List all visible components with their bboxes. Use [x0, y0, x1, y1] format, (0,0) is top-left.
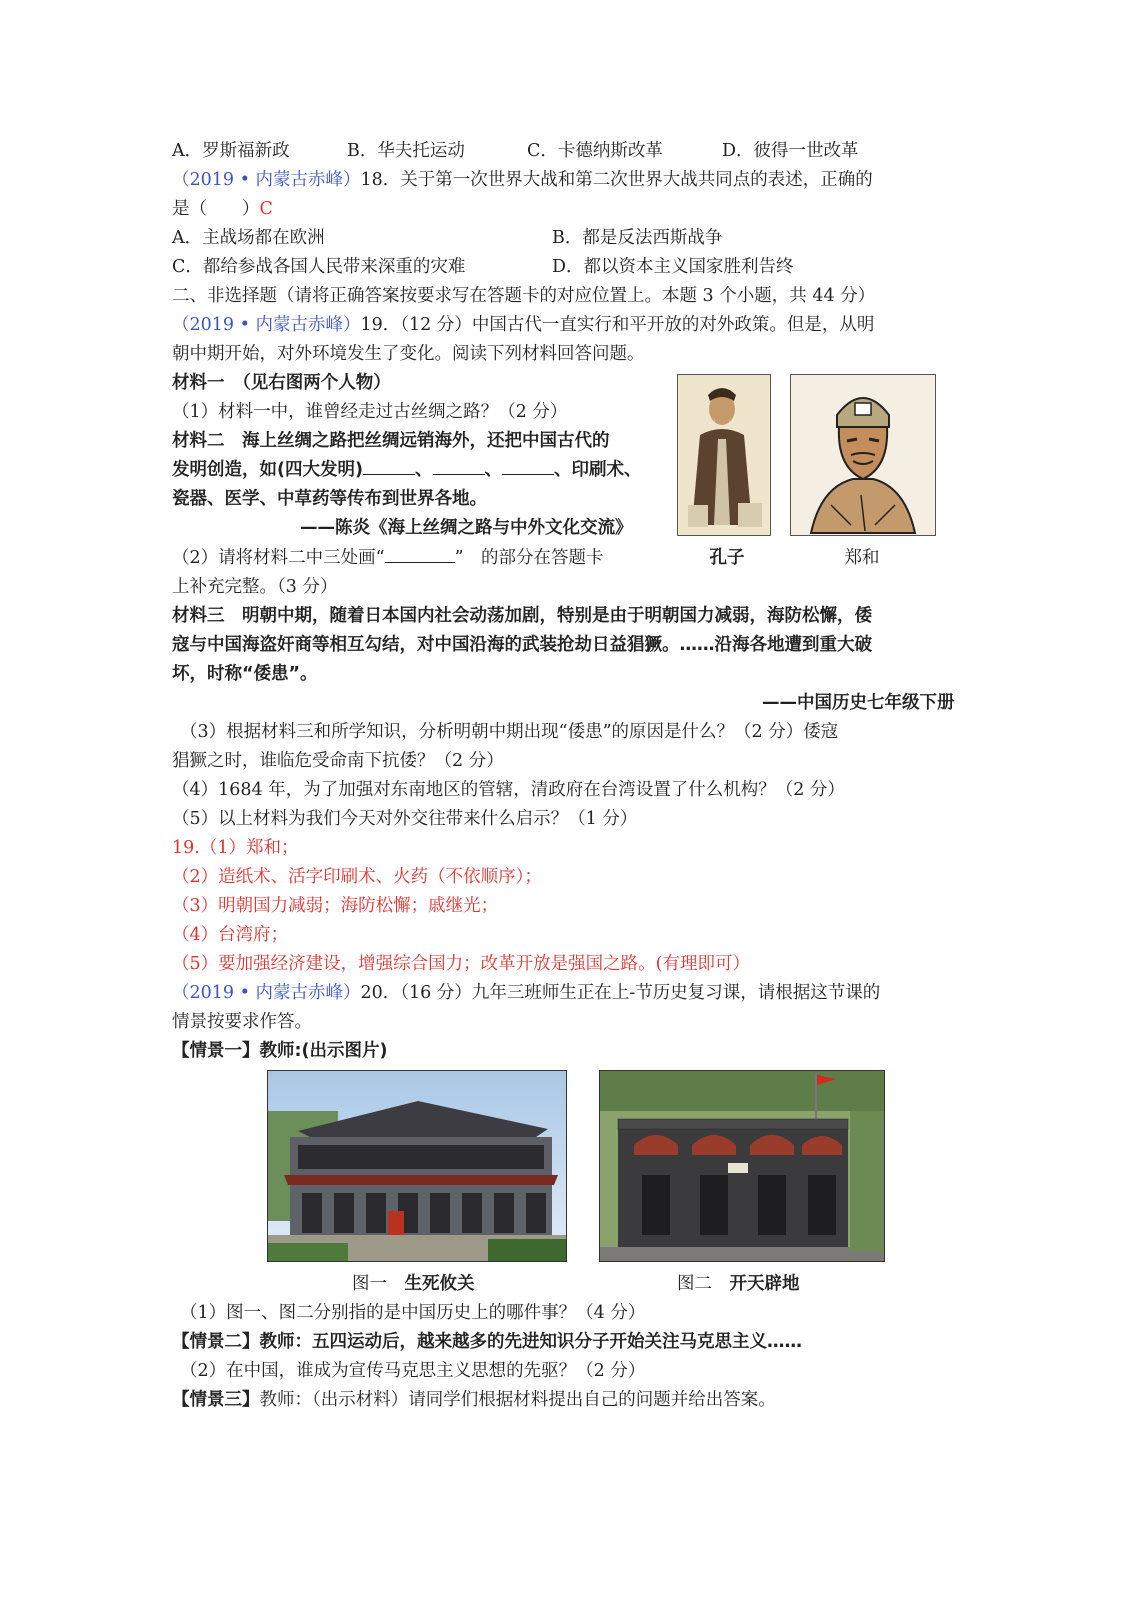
q18-stem-text2: 是（ ） — [172, 199, 260, 219]
q18-options-row2 — [172, 254, 794, 280]
confucius-caption: 孔子 — [709, 548, 745, 568]
q19-question3-line2: 猖獗之时，谁临危受命南下抗倭？（2 分） — [172, 751, 504, 771]
q19-stem-line2: 朝中期开始，对外环境发生了变化。阅读下列材料回答问题。 — [172, 344, 645, 364]
q17-option-c: C．卡德纳斯改革 — [527, 141, 663, 161]
q17-options — [172, 138, 859, 164]
q19-question1: （1）材料一中，谁曾经走过古丝绸之路？（2 分） — [172, 402, 568, 422]
fig1-caption — [352, 1270, 475, 1295]
q19-material1: 材料一 （见右图两个人物） — [172, 373, 391, 393]
q19-answer-5: （5）要加强经济建设，增强综合国力；改革开放是强国之路。(有理即可） — [172, 954, 750, 974]
q19-question2-text2: ” 的部分在答题卡 — [454, 548, 604, 568]
q19-question3: （3）根据材料三和所学知识，分析明朝中期出现“倭患”的原因是什么？（2 分）倭寇 — [180, 722, 839, 742]
zheng-he-portrait — [790, 374, 936, 536]
fig1-caption-title: 生死攸关 — [404, 1274, 475, 1294]
q20-stem — [172, 980, 880, 1006]
zunyi-building-photo — [267, 1070, 567, 1262]
q19-question2-text: （2）请将材料二中三处画“ — [172, 548, 385, 568]
q20-question1: （1）图一、图二分别指的是中国历史上的哪件事？（4 分） — [180, 1303, 646, 1323]
q19-material2-line3: 瓷器、医学、中草药等传布到世界各地。 — [172, 489, 487, 509]
q20-stem-line2: 情景按要求作答。 — [172, 1012, 312, 1032]
q19-material2-text2: 、印刷术、 — [554, 460, 642, 480]
zheng-he-caption: 郑和 — [844, 548, 880, 568]
q19-material2-source: ——陈炎《海上丝绸之路与中外文化交流》 — [300, 518, 633, 538]
q19-material3-source: ——中国历史七年级下册 — [762, 693, 955, 713]
blank-1 — [363, 458, 415, 475]
q19-material2-line2: 发明创造，如(四大发明) 、 、 、印刷术、 — [172, 460, 642, 480]
q17-option-b: B．华夫托运动 — [347, 141, 465, 161]
q18-option-c: C．都给参战各国人民带来深重的灾难 — [172, 257, 466, 277]
q19-question4: （4）1684 年，为了加强对东南地区的管辖，清政府在台湾设置了什么机构？（2 分） — [172, 780, 845, 800]
q18-source: （2019 • 内蒙古赤峰） — [172, 170, 361, 190]
q20-scene1-text: 教师:(出示图片) — [259, 1041, 388, 1061]
q18-options-row1 — [172, 225, 722, 251]
q19-stem-text: 19．（12 分）中国古代一直实行和平开放的对外政策。但是，从明 — [360, 315, 875, 335]
q19-answer-2: （2）造纸术、活字印刷术、火药（不依顺序）； — [172, 867, 542, 887]
q19-answer-1: 19.（1）郑和； — [172, 838, 299, 858]
q18-answer: C — [259, 199, 273, 219]
q18-option-b: B．都是反法西斯战争 — [552, 228, 723, 248]
confucius-portrait — [677, 374, 771, 536]
q18-stem-line2 — [172, 196, 273, 222]
q20-scene2-text: 教师：五四运动后，越来越多的先进知识分子开始关注马克思主义…… — [259, 1332, 802, 1352]
fig2-caption-label: 图二 — [677, 1274, 730, 1294]
q20-scene1 — [172, 1038, 388, 1064]
q19-question2-line2: 上补充完整。（3 分） — [172, 577, 338, 597]
fig2-caption-title: 开天辟地 — [729, 1274, 800, 1294]
q20-scene2 — [172, 1329, 802, 1355]
q18-stem-text: 18．关于第一次世界大战和第二次世界大战共同点的表述，正确的 — [360, 170, 873, 190]
q19-material3-line1: 材料三 明朝中期，随着日本国内社会动荡加剧，特别是由于明朝国力减弱，海防松懈，倭 — [172, 606, 872, 626]
q20-source: （2019 • 内蒙古赤峰） — [172, 983, 361, 1003]
fig1-caption-label: 图一 — [352, 1274, 405, 1294]
q19-answer-4: （4）台湾府； — [172, 925, 289, 945]
q17-option-d: D．彼得一世改革 — [722, 141, 859, 161]
blank-sample — [385, 546, 455, 563]
q19-material3-line2: 寇与中国海盗奸商等相互勾结，对中国沿海的武装抢劫日益猖獗。……沿海各地遭到重大破 — [172, 635, 872, 655]
fig2-caption — [677, 1270, 800, 1295]
q19-answer-3: （3）明朝国力减弱；海防松懈；戚继光； — [172, 896, 499, 916]
q19-material3-line3: 坏，时称“倭患”。 — [172, 664, 318, 684]
q19-material2-text: 发明创造，如(四大发明) — [172, 460, 363, 480]
q20-scene1-tag: 【情景一】 — [172, 1041, 260, 1061]
blank-3 — [502, 458, 554, 475]
blank-2 — [433, 458, 485, 475]
q18-option-d: D．都以资本主义国家胜利告终 — [552, 257, 794, 277]
q20-scene2-tag: 【情景二】 — [172, 1332, 260, 1352]
q18-stem — [172, 167, 873, 193]
q20-scene3-text: 教师：（出示材料）请同学们根据材料提出自己的问题并给出答案。 — [259, 1390, 776, 1410]
q19-material2-line1: 材料二 海上丝绸之路把丝绸远销海外，还把中国古代的 — [172, 431, 610, 451]
q20-scene3-tag: 【情景三】 — [172, 1390, 260, 1410]
q20-scene3 — [172, 1387, 776, 1413]
q19-question2 — [172, 545, 604, 571]
q20-question2: （2）在中国，谁成为宣传马克思主义思想的先驱？（2 分） — [180, 1361, 646, 1381]
section2-heading: 二、非选择题（请将正确答案按要求写在答题卡的对应位置上。本题 3 个小题，共 44 分） — [172, 286, 876, 306]
q19-stem — [172, 312, 874, 338]
q17-option-a: A．罗斯福新政 — [172, 141, 290, 161]
q18-option-a: A．主战场都在欧洲 — [172, 228, 325, 248]
first-congress-site-photo — [599, 1070, 885, 1262]
q19-source: （2019 • 内蒙古赤峰） — [172, 315, 361, 335]
q20-stem-text: 20．（16 分）九年三班师生正在上-节历史复习课，请根据这节课的 — [360, 983, 881, 1003]
q19-question5: （5）以上材料为我们今天对外交往带来什么启示？（1 分） — [172, 809, 638, 829]
